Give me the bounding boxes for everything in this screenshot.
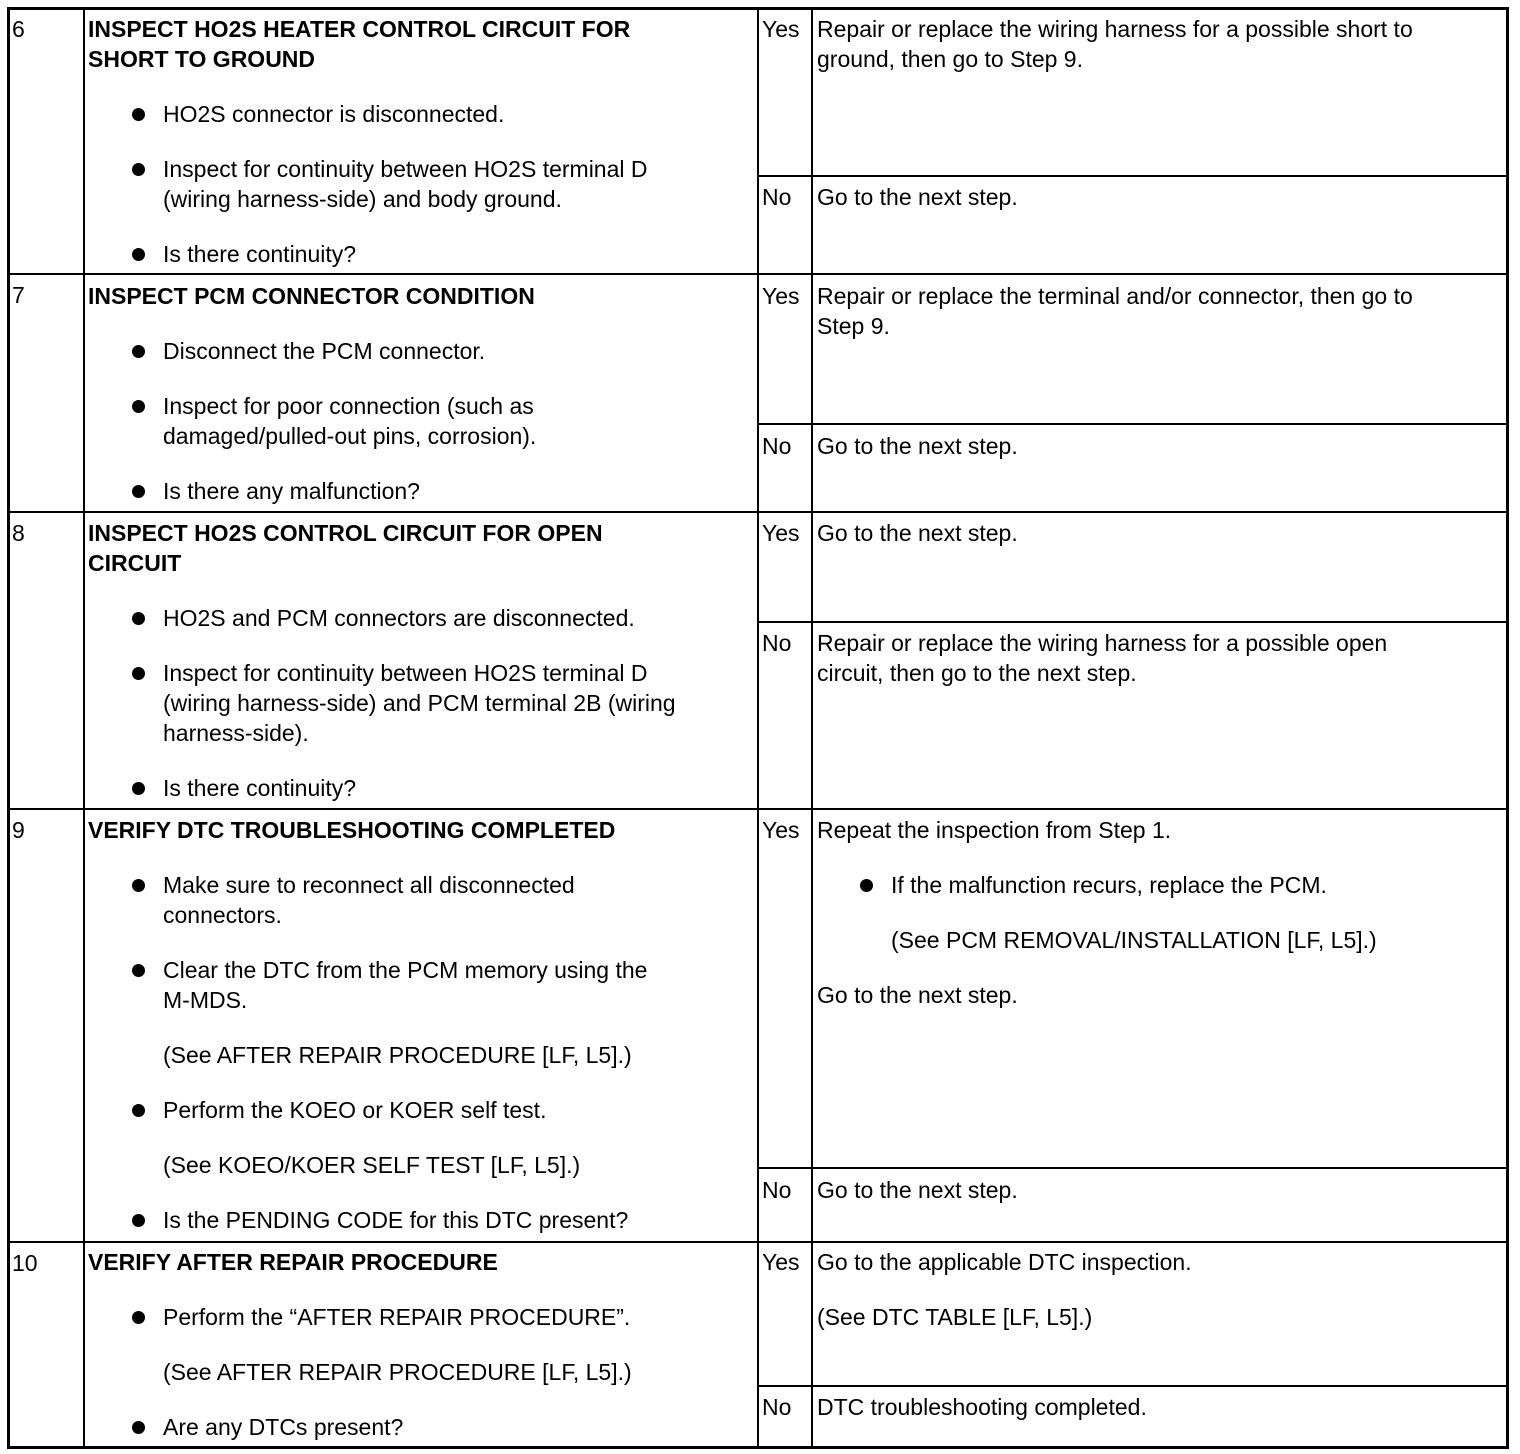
no-result-text: Go to the next step. bbox=[817, 184, 1018, 210]
yes-result-text: Repair or replace the terminal and/or connector, then go to bbox=[817, 283, 1413, 309]
step-title: INSPECT PCM CONNECTOR CONDITION bbox=[88, 283, 535, 309]
no-label: No bbox=[762, 433, 792, 459]
yes-result-text: Repair or replace the wiring harness for a possible short to bbox=[817, 16, 1413, 42]
bullet-icon bbox=[132, 1214, 145, 1227]
action-text: Is the PENDING CODE for this DTC present? bbox=[163, 1207, 629, 1233]
row-divider bbox=[7, 1241, 1509, 1243]
action-text: Perform the KOEO or KOER self test. bbox=[163, 1097, 547, 1123]
yes-result-text: Go to the next step. bbox=[817, 982, 1018, 1008]
yes-label: Yes bbox=[762, 520, 800, 546]
yes-no-divider bbox=[757, 175, 1506, 177]
step-title: SHORT TO GROUND bbox=[88, 46, 316, 72]
table-border-left bbox=[7, 7, 10, 1449]
bullet-icon bbox=[860, 879, 873, 892]
action-text: Is there continuity? bbox=[163, 775, 357, 801]
bullet-icon bbox=[132, 1421, 145, 1434]
action-text: Perform the “AFTER REPAIR PROCEDURE”. bbox=[163, 1304, 631, 1330]
yes-label: Yes bbox=[762, 817, 800, 843]
action-text: (wiring harness-side) and PCM terminal 2B (wiring bbox=[163, 690, 676, 716]
step-title: INSPECT HO2S CONTROL CIRCUIT FOR OPEN bbox=[88, 520, 603, 546]
step-title: CIRCUIT bbox=[88, 550, 182, 576]
action-text: Disconnect the PCM connector. bbox=[163, 338, 486, 364]
bullet-icon bbox=[132, 1104, 145, 1117]
no-label: No bbox=[762, 1394, 792, 1420]
yes-result-text: Go to the next step. bbox=[817, 520, 1018, 546]
bullet-icon bbox=[132, 485, 145, 498]
yes-bullet-text: If the malfunction recurs, replace the PCM. bbox=[891, 872, 1327, 898]
bullet-icon bbox=[132, 667, 145, 680]
table-border-right bbox=[1506, 7, 1509, 1449]
yes-result-text: Repeat the inspection from Step 1. bbox=[817, 817, 1172, 843]
yes-label: Yes bbox=[762, 283, 800, 309]
step-number: 9 bbox=[12, 817, 25, 843]
bullet-icon bbox=[132, 782, 145, 795]
reference-note: (See AFTER REPAIR PROCEDURE [LF, L5].) bbox=[163, 1359, 632, 1385]
bullet-icon bbox=[132, 108, 145, 121]
reference-note: (See DTC TABLE [LF, L5].) bbox=[817, 1304, 1093, 1330]
column-divider bbox=[811, 7, 813, 1447]
yes-no-divider bbox=[757, 1385, 1506, 1387]
action-text: (wiring harness-side) and body ground. bbox=[163, 186, 562, 212]
step-number: 8 bbox=[12, 520, 25, 546]
yes-label: Yes bbox=[762, 16, 800, 42]
action-text: Is there any malfunction? bbox=[163, 478, 420, 504]
yes-result-text: Go to the applicable DTC inspection. bbox=[817, 1249, 1192, 1275]
yes-no-divider bbox=[757, 423, 1506, 425]
action-text: harness-side). bbox=[163, 720, 309, 746]
step-title: INSPECT HO2S HEATER CONTROL CIRCUIT FOR bbox=[88, 16, 631, 42]
row-divider bbox=[7, 808, 1509, 810]
yes-no-divider bbox=[757, 621, 1506, 623]
bullet-icon bbox=[132, 612, 145, 625]
step-number: 7 bbox=[12, 282, 25, 308]
yes-no-divider bbox=[757, 1167, 1506, 1169]
no-label: No bbox=[762, 184, 792, 210]
step-title: VERIFY DTC TROUBLESHOOTING COMPLETED bbox=[88, 817, 616, 843]
row-divider bbox=[7, 511, 1509, 513]
yes-label: Yes bbox=[762, 1249, 800, 1275]
bullet-icon bbox=[132, 345, 145, 358]
column-divider bbox=[83, 7, 85, 1447]
bullet-icon bbox=[132, 248, 145, 261]
bullet-icon bbox=[132, 964, 145, 977]
column-divider bbox=[757, 7, 759, 1447]
step-number: 6 bbox=[12, 16, 25, 42]
action-text: damaged/pulled-out pins, corrosion). bbox=[163, 423, 537, 449]
reference-note: (See KOEO/KOER SELF TEST [LF, L5].) bbox=[163, 1152, 581, 1178]
no-label: No bbox=[762, 630, 792, 656]
reference-note: (See AFTER REPAIR PROCEDURE [LF, L5].) bbox=[163, 1042, 632, 1068]
action-text: Are any DTCs present? bbox=[163, 1414, 404, 1440]
step-title: VERIFY AFTER REPAIR PROCEDURE bbox=[88, 1249, 498, 1275]
no-result-text: Go to the next step. bbox=[817, 433, 1018, 459]
yes-result-text: ground, then go to Step 9. bbox=[817, 46, 1083, 72]
step-number: 10 bbox=[12, 1250, 38, 1276]
action-text: Inspect for continuity between HO2S terminal D bbox=[163, 156, 648, 182]
action-text: M-MDS. bbox=[163, 987, 248, 1013]
bullet-icon bbox=[132, 163, 145, 176]
action-text: HO2S and PCM connectors are disconnected. bbox=[163, 605, 635, 631]
action-text: Is there continuity? bbox=[163, 241, 357, 267]
action-text: Clear the DTC from the PCM memory using the bbox=[163, 957, 648, 983]
no-result-text: circuit, then go to the next step. bbox=[817, 660, 1137, 686]
no-label: No bbox=[762, 1177, 792, 1203]
action-text: HO2S connector is disconnected. bbox=[163, 101, 505, 127]
no-result-text: DTC troubleshooting completed. bbox=[817, 1394, 1147, 1420]
bullet-icon bbox=[132, 1311, 145, 1324]
yes-result-text: Step 9. bbox=[817, 313, 890, 339]
action-text: connectors. bbox=[163, 902, 282, 928]
action-text: Inspect for poor connection (such as bbox=[163, 393, 534, 419]
no-result-text: Repair or replace the wiring harness for a possible open bbox=[817, 630, 1388, 656]
action-text: Inspect for continuity between HO2S terminal D bbox=[163, 660, 648, 686]
bullet-icon bbox=[132, 879, 145, 892]
bullet-icon bbox=[132, 400, 145, 413]
no-result-text: Go to the next step. bbox=[817, 1177, 1018, 1203]
action-text: Make sure to reconnect all disconnected bbox=[163, 872, 575, 898]
reference-note: (See PCM REMOVAL/INSTALLATION [LF, L5].) bbox=[891, 927, 1377, 953]
row-divider bbox=[7, 273, 1509, 275]
